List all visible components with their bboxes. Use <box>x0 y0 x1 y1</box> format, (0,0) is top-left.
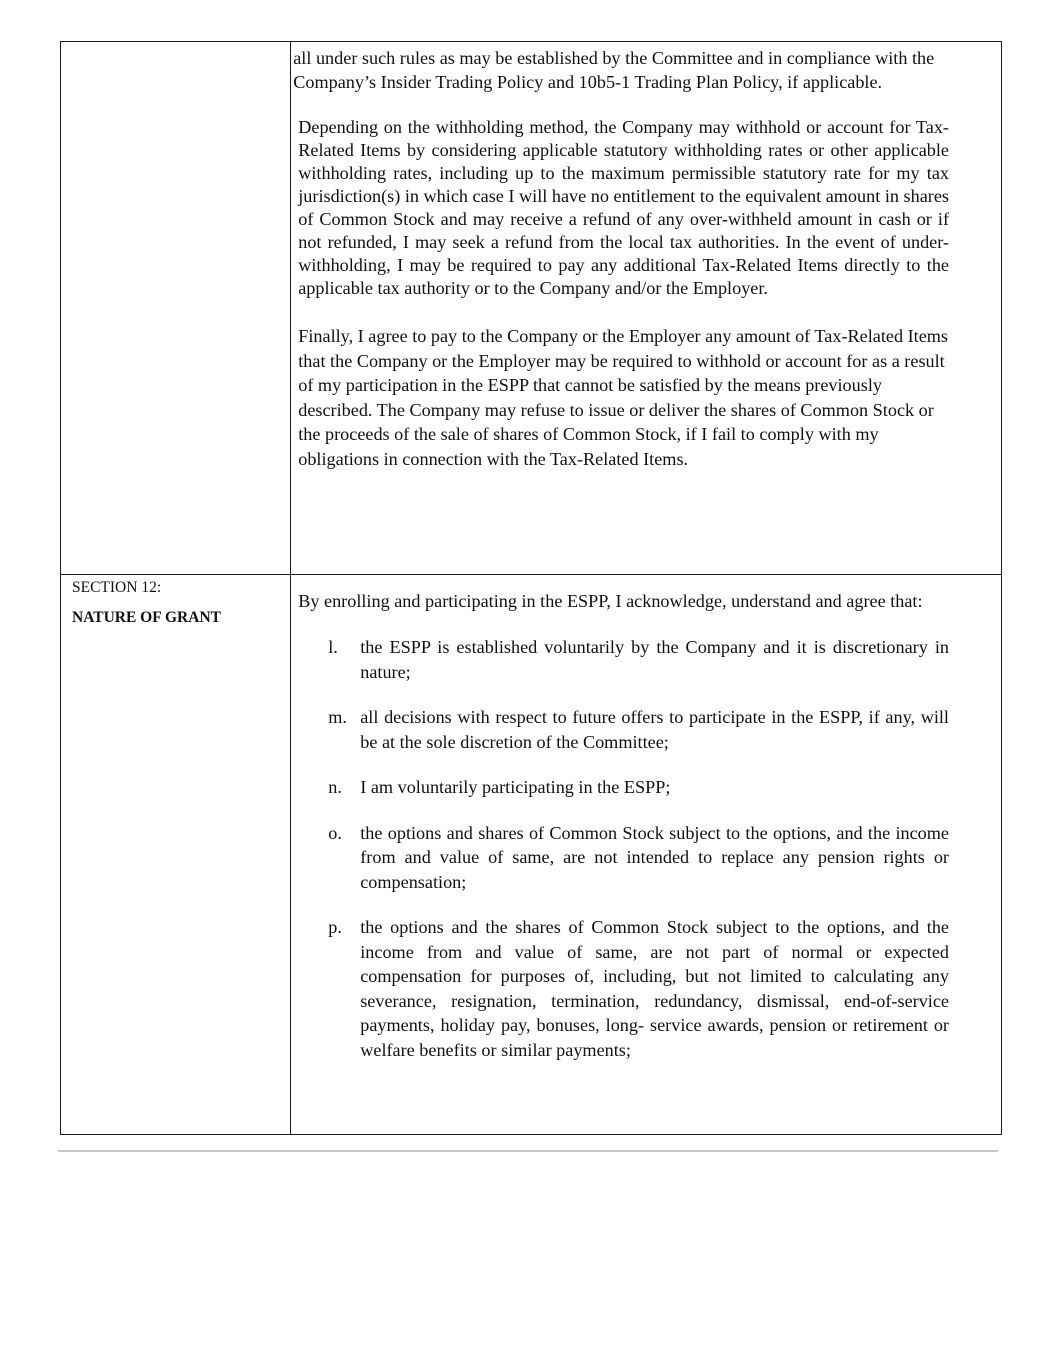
compliance-paragraph: all under such rules as may be established by the Committee and in compliance with the Company’s Insider Trading Policy and 10b5-1 Trading Plan Policy, if applicable. <box>293 48 935 92</box>
list-item-letter: p. <box>328 917 342 937</box>
page-divider <box>58 1150 998 1152</box>
list-item <box>298 821 949 895</box>
table-row-section-12 <box>61 575 1002 1135</box>
list-item-letter: m. <box>328 707 347 727</box>
table-row-tax-withholding <box>61 42 1002 575</box>
list-item <box>298 915 949 1062</box>
list-item-text: all decisions with respect to future offers to participate in the ESPP, if any, will be at the sole discretion of the Committee; <box>360 707 949 752</box>
payment-obligation-paragraph: Finally, I agree to pay to the Company or the Employer any amount of Tax-Related Items that the Company or the Employer may be required to withhold or account for as a result of my participation in the ESPP that cannot be satisfied by the means previously described. The Company may refuse to issue or deliver the shares of Common Stock or the proceeds of the sale of shares of Common Stock, if I fail to comply with my obligations in connection with the Tax-Related Items. <box>298 326 949 469</box>
section-title: NATURE OF GRANT <box>72 609 221 626</box>
withholding-method-paragraph: Depending on the withholding method, the Company may withhold or account for Tax-Related Items by considering applicable statutory withholding rates or other applicable withholding rates, including up to the maximum permissible statutory rate for my tax jurisdiction(s) in which case I will have no entitlement to the equivalent amount in shares of Common Stock and may receive a refund of any over-withheld amount in cash or if not refunded, I may seek a refund from the local tax authorities. In the event of under-withholding, I may be required to pay any additional Tax-Related Items directly to the applicable tax authority or to the Company and/or the Employer. <box>298 117 949 298</box>
section-label-cell-empty <box>61 42 291 575</box>
list-item-letter: o. <box>328 822 342 843</box>
list-item-letter: l. <box>328 637 338 657</box>
section-number: SECTION 12: <box>72 579 162 596</box>
acknowledgement-list <box>298 635 949 1062</box>
agreement-table <box>60 41 1002 1135</box>
tax-withholding-content-cell <box>291 42 1002 575</box>
section-label-cell <box>61 575 291 1135</box>
acknowledgement-intro: By enrolling and participating in the ESPP, I acknowledge, understand and agree that: <box>298 591 923 611</box>
nature-of-grant-content-cell <box>291 575 1002 1135</box>
list-item-text: the options and shares of Common Stock subject to the options, and the income from and value of same, are not intended to replace any pension rights or compensation; <box>360 822 949 892</box>
list-item-text: I am voluntarily participating in the ESPP; <box>360 777 671 797</box>
list-item <box>298 705 949 754</box>
list-item-text: the options and the shares of Common Stock subject to the options, and the income from and value of same, are not part of normal or expected compensation for purposes of, including, but not limited to calculating any severance, resignation, termination, redundancy, dismissal, end-of-service payments, holiday pay, bonuses, long- service awards, pension or retirement or welfare benefits or similar payments; <box>360 917 949 1060</box>
list-item <box>298 775 949 800</box>
list-item-letter: n. <box>328 777 342 797</box>
list-item <box>298 635 949 684</box>
list-item-text: the ESPP is established voluntarily by the Company and it is discretionary in nature; <box>360 637 949 682</box>
